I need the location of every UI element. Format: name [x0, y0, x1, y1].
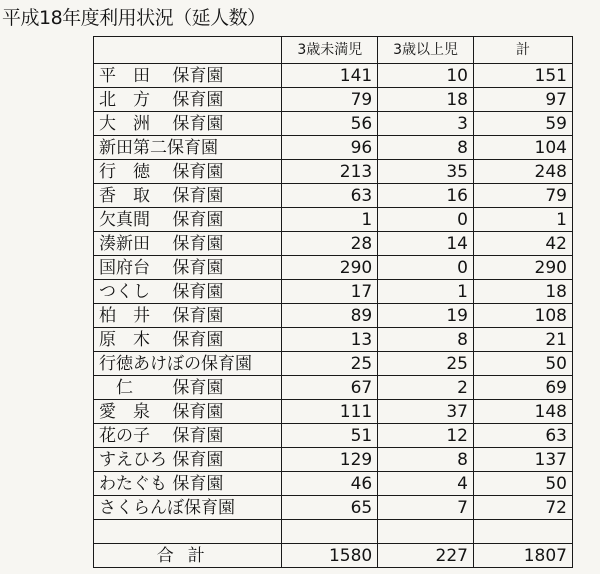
table-row [94, 424, 573, 448]
table-row [94, 448, 573, 472]
nursery-name-cell: 新田第二保育園 [94, 136, 282, 160]
header-total: 計 [474, 37, 573, 64]
blank-cell [474, 520, 573, 544]
under3-cell: 17 [282, 280, 378, 304]
row-total-cell: 72 [474, 496, 573, 520]
under3-cell: 89 [282, 304, 378, 328]
table-row [94, 256, 573, 280]
under3-cell: 46 [282, 472, 378, 496]
under3-cell: 13 [282, 328, 378, 352]
under3-cell: 56 [282, 112, 378, 136]
over3-cell: 12 [378, 424, 474, 448]
document-title: 平成18年度利用状況（延人数） [2, 7, 266, 29]
over3-cell: 16 [378, 184, 474, 208]
under3-cell: 141 [282, 64, 378, 88]
over3-cell: 19 [378, 304, 474, 328]
nursery-name-cell: すえひろ 保育園 [94, 448, 282, 472]
total-all: 1807 [474, 544, 573, 568]
blank-cell [282, 520, 378, 544]
nursery-name-cell: さくらんぼ保育園 [94, 496, 282, 520]
table-row [94, 352, 573, 376]
usage-statistics-table [93, 36, 573, 568]
table-row [94, 280, 573, 304]
nursery-name-cell: つくし 保育園 [94, 280, 282, 304]
over3-cell: 35 [378, 160, 474, 184]
row-total-cell: 69 [474, 376, 573, 400]
row-total-cell: 148 [474, 400, 573, 424]
nursery-name-cell: 花の子 保育園 [94, 424, 282, 448]
header-nursery-name [94, 37, 282, 64]
over3-cell: 7 [378, 496, 474, 520]
under3-cell: 67 [282, 376, 378, 400]
row-total-cell: 137 [474, 448, 573, 472]
under3-cell: 25 [282, 352, 378, 376]
row-total-cell: 1 [474, 208, 573, 232]
row-total-cell: 108 [474, 304, 573, 328]
row-total-cell: 97 [474, 88, 573, 112]
row-total-cell: 50 [474, 472, 573, 496]
table-row [94, 328, 573, 352]
table-row [94, 208, 573, 232]
over3-cell: 8 [378, 136, 474, 160]
under3-cell: 51 [282, 424, 378, 448]
nursery-name-cell: 平 田 保育園 [94, 64, 282, 88]
row-total-cell: 21 [474, 328, 573, 352]
row-total-cell: 104 [474, 136, 573, 160]
blank-row [94, 520, 573, 544]
table-header-row [94, 37, 573, 64]
over3-cell: 0 [378, 256, 474, 280]
table-row [94, 496, 573, 520]
nursery-name-cell: 湊新田 保育園 [94, 232, 282, 256]
table-body [94, 64, 573, 520]
over3-cell: 4 [378, 472, 474, 496]
table-row [94, 304, 573, 328]
table-row [94, 400, 573, 424]
over3-cell: 18 [378, 88, 474, 112]
total-over3: 227 [378, 544, 474, 568]
nursery-name-cell: 大 洲 保育園 [94, 112, 282, 136]
under3-cell: 111 [282, 400, 378, 424]
row-total-cell: 290 [474, 256, 573, 280]
table-row [94, 472, 573, 496]
over3-cell: 37 [378, 400, 474, 424]
nursery-name-cell: 行 徳 保育園 [94, 160, 282, 184]
table-row [94, 376, 573, 400]
table-row [94, 184, 573, 208]
under3-cell: 1 [282, 208, 378, 232]
nursery-name-cell: 原 木 保育園 [94, 328, 282, 352]
nursery-name-cell: 国府台 保育園 [94, 256, 282, 280]
over3-cell: 1 [378, 280, 474, 304]
row-total-cell: 18 [474, 280, 573, 304]
row-total-cell: 50 [474, 352, 573, 376]
row-total-cell: 151 [474, 64, 573, 88]
row-total-cell: 59 [474, 112, 573, 136]
nursery-name-cell: 北 方 保育園 [94, 88, 282, 112]
nursery-name-cell: わたぐも 保育園 [94, 472, 282, 496]
under3-cell: 28 [282, 232, 378, 256]
total-label: 合計 [94, 544, 282, 568]
row-total-cell: 42 [474, 232, 573, 256]
total-under3: 1580 [282, 544, 378, 568]
nursery-name-cell: 香 取 保育園 [94, 184, 282, 208]
blank-cell [94, 520, 282, 544]
under3-cell: 213 [282, 160, 378, 184]
over3-cell: 3 [378, 112, 474, 136]
nursery-name-cell: 仁 保育園 [94, 376, 282, 400]
over3-cell: 2 [378, 376, 474, 400]
table-row [94, 160, 573, 184]
row-total-cell: 248 [474, 160, 573, 184]
over3-cell: 8 [378, 448, 474, 472]
table-row [94, 64, 573, 88]
over3-cell: 10 [378, 64, 474, 88]
over3-cell: 0 [378, 208, 474, 232]
over3-cell: 8 [378, 328, 474, 352]
table-row [94, 136, 573, 160]
under3-cell: 79 [282, 88, 378, 112]
table-row [94, 232, 573, 256]
row-total-cell: 79 [474, 184, 573, 208]
table-row [94, 112, 573, 136]
blank-cell [378, 520, 474, 544]
table-row [94, 88, 573, 112]
under3-cell: 65 [282, 496, 378, 520]
nursery-name-cell: 愛 泉 保育園 [94, 400, 282, 424]
under3-cell: 63 [282, 184, 378, 208]
under3-cell: 96 [282, 136, 378, 160]
row-total-cell: 63 [474, 424, 573, 448]
nursery-name-cell: 行徳あけぼの保育園 [94, 352, 282, 376]
header-over3: 3歳以上児 [378, 37, 474, 64]
under3-cell: 290 [282, 256, 378, 280]
total-row [94, 544, 573, 568]
nursery-name-cell: 欠真間 保育園 [94, 208, 282, 232]
under3-cell: 129 [282, 448, 378, 472]
nursery-name-cell: 柏 井 保育園 [94, 304, 282, 328]
over3-cell: 25 [378, 352, 474, 376]
over3-cell: 14 [378, 232, 474, 256]
header-under3: 3歳未満児 [282, 37, 378, 64]
